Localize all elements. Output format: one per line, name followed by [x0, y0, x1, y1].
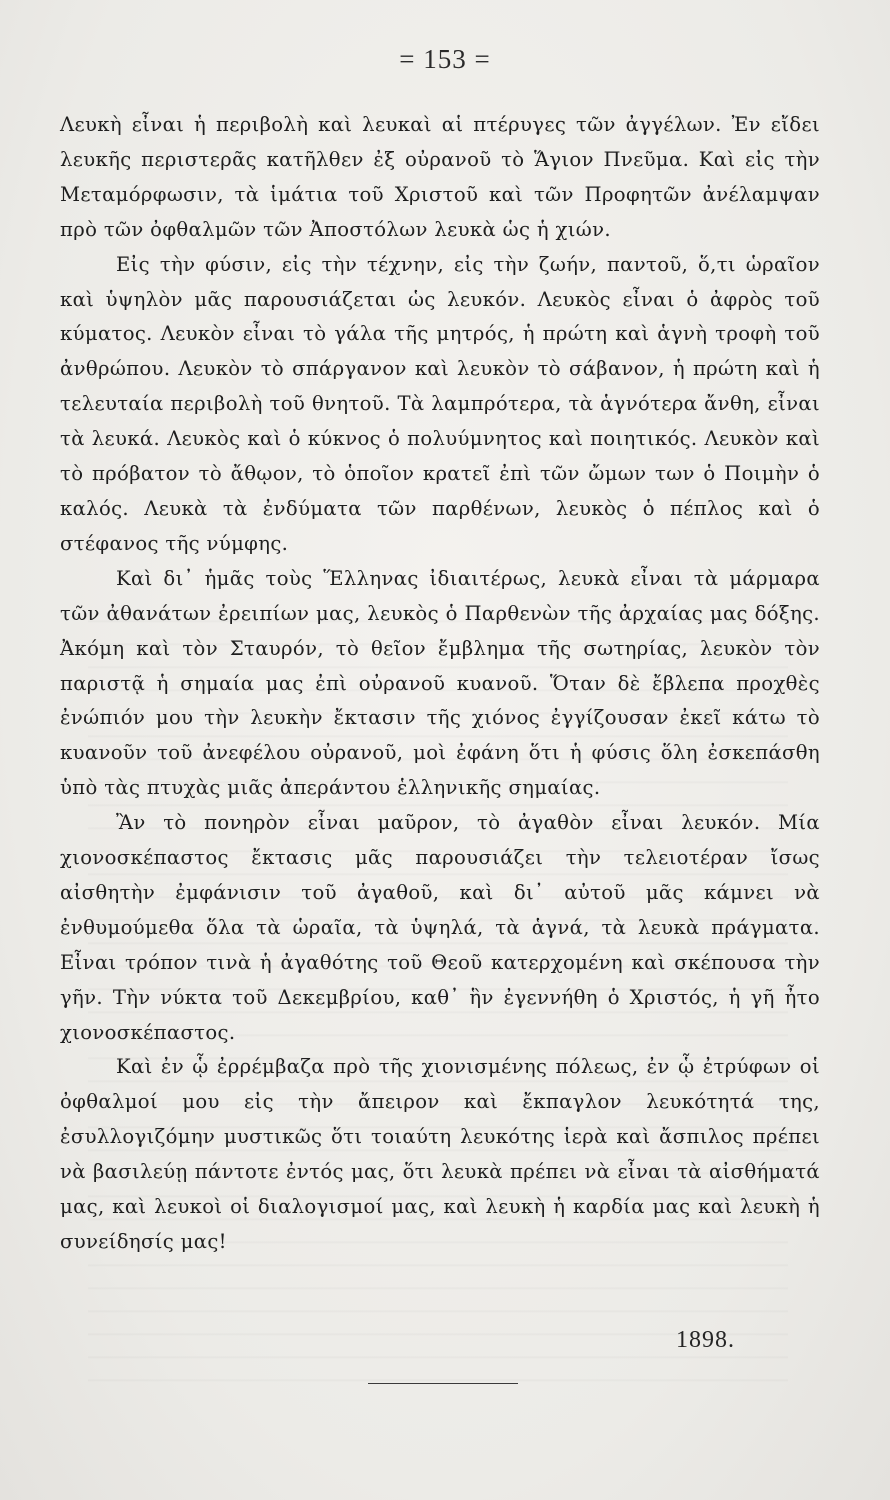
- paragraph-4: Ἂν τὸ πονηρὸν εἶναι μαῦρον, τὸ ἀγαθὸν εἶναι λευκόν. Μία χιονοσκέπαστος ἔκτασις μᾶς παρουσιάζει τὴν τελειοτέραν ἴσως αἰσθητὴν ἐμφάνισιν τοῦ ἀγαθοῦ, καὶ δι᾽ αὐτοῦ μᾶς κάμνει νὰ ἐνθυμούμεθα ὅλα τὰ ὡραῖα, τὰ ὑψηλά, τὰ ἁγνά, τὰ λευκὰ πράγματα. Εἶναι τρόπον τινὰ ἡ ἀγαθότης τοῦ Θεοῦ κατερχομένη καὶ σκέπουσα τὴν γῆν. Τὴν νύκτα τοῦ Δεκεμβρίου, καθ᾽ ἣν ἐγεννήθη ὁ Χριστός, ἡ γῆ ἦτο χιονοσκέπαστος.: [60, 811, 820, 1044]
- page-number: = 153 =: [399, 44, 491, 74]
- paragraph-5: Καὶ ἐν ᾧ ἐρρέμβαζα πρὸ τῆς χιονισμένης πόλεως, ἐν ᾧ ἐτρύφων οἱ ὀφθαλμοί μου εἰς τὴν ἄπειρον καὶ ἔκπαγλον λευκότητά της, ἐσυλλογιζόμην μυστικῶς ὅτι τοιαύτη λευκότης ἱερὰ καὶ ἄσπιλος πρέπει νὰ βασιλεύῃ πάντοτε ἐντός μας, ὅτι λευκὰ πρέπει νὰ εἶναι τὰ αἰσθήματά μας, καὶ λευκοὶ οἱ διαλογισμοί μας, καὶ λευκὴ ἡ καρδία μας καὶ λευκὴ ἡ συνείδησίς μας!: [60, 1055, 820, 1253]
- paragraph-1: Λευκὴ εἶναι ἡ περιβολὴ καὶ λευκαὶ αἱ πτέρυγες τῶν ἀγγέλων. Ἐν εἴδει λευκῆς περιστερᾶς κατῆλθεν ἐξ οὐρανοῦ τὸ Ἅγιον Πνεῦμα. Καὶ εἰς τὴν Μεταμόρφωσιν, τὰ ἱμάτια τοῦ Χριστοῦ καὶ τῶν Προφητῶν ἀνέλαμψαν πρὸ τῶν ὀφθαλμῶν τῶν Ἀποστόλων λευκὰ ὡς ἡ χιών.: [60, 113, 820, 241]
- paragraph-2: Εἰς τὴν φύσιν, εἰς τὴν τέχνην, εἰς τὴν ζωήν, παντοῦ, ὅ,τι ὡραῖον καὶ ὑψηλὸν μᾶς παρουσιάζεται ὡς λευκόν. Λευκὸς εἶναι ὁ ἀφρὸς τοῦ κύματος. Λευκὸν εἶναι τὸ γάλα τῆς μητρός, ἡ πρώτη καὶ ἁγνὴ τροφὴ τοῦ ἀνθρώπου. Λευκὸν τὸ σπάργανον καὶ λευκὸν τὸ σάβανον, ἡ πρώτη καὶ ἡ τελευταία περιβολὴ τοῦ θνητοῦ. Τὰ λαμπρότερα, τὰ ἁγνότερα ἄνθη, εἶναι τὰ λευκά. Λευκὸς καὶ ὁ κύκνος ὁ πολυύμνητος καὶ ποιητικός. Λευκὸν καὶ τὸ πρόβατον τὸ ἄθῳον, τὸ ὁποῖον κρατεῖ ἐπὶ τῶν ὤμων των ὁ Ποιμὴν ὁ καλός. Λευκὰ τὰ ἐνδύματα τῶν παρθένων, λευκὸς ὁ πέπλος καὶ ὁ στέφανος τῆς νύμφης.: [60, 252, 820, 555]
- end-rule-divider: [368, 1383, 518, 1384]
- paragraph-3: Καὶ δι᾽ ἡμᾶς τοὺς Ἕλληνας ἰδιαιτέρως, λευκὰ εἶναι τὰ μάρμαρα τῶν ἀθανάτων ἐρειπίων μας, λευκὸς ὁ Παρθενὼν τῆς ἀρχαίας μας δόξης. Ἀκόμη καὶ τὸν Σταυρόν, τὸ θεῖον ἔμβλημα τῆς σωτηρίας, λευκὸν τὸν παριστᾷ ἡ σημαία μας ἐπὶ οὐρανοῦ κυανοῦ. Ὅταν δὲ ἔβλεπα προχθὲς ἐνώπιόν μου τὴν λευκὴν ἔκτασιν τῆς χιόνος ἐγγίζουσαν ἐκεῖ κάτω τὸ κυανοῦν τοῦ ἀνεφέλου οὐρανοῦ, μοὶ ἐφάνη ὅτι ἡ φύσις ὅλη ἐσκεπάσθη ὑπὸ τὰς πτυχὰς μιᾶς ἀπεράντου ἑλληνικῆς σημαίας.: [60, 566, 820, 800]
- date-signature: 1898.: [676, 1327, 735, 1353]
- body-text: [60, 108, 820, 1260]
